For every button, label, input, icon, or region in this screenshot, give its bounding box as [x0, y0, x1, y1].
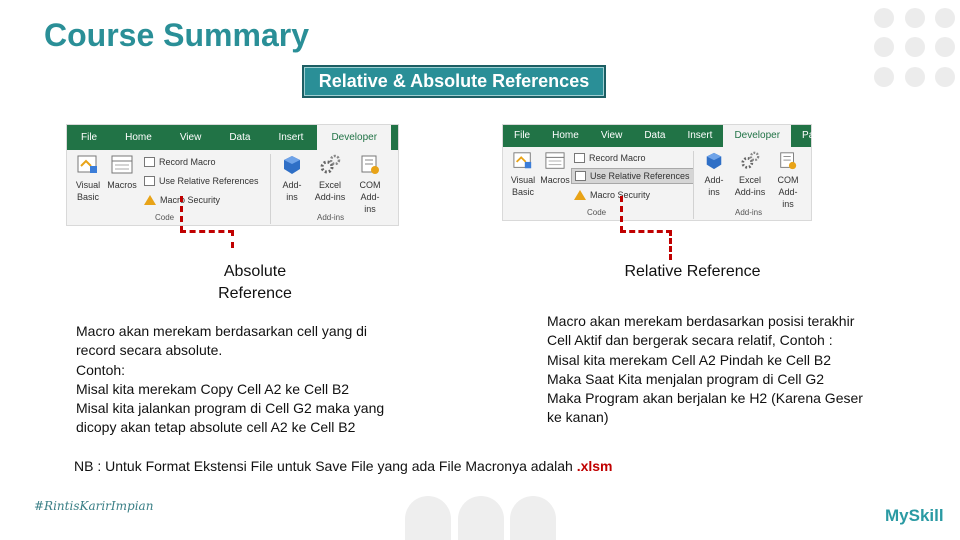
absolute-description: [76, 322, 384, 438]
tab-file[interactable]: File: [81, 132, 98, 143]
decor-dot: [905, 67, 925, 87]
record-macro-label: Record Macro: [589, 153, 646, 163]
macros-icon: [110, 154, 134, 176]
description-line: Misal kita merekam Copy Cell A2 ke Cell B2: [76, 380, 350, 397]
brand-logo: MySkill: [885, 506, 944, 525]
caption-line: Reference: [218, 285, 292, 302]
relative-references-icon: [575, 171, 586, 181]
macros-button[interactable]: [539, 151, 571, 186]
decorative-arches: [405, 496, 557, 540]
note-line: [74, 458, 613, 474]
excel-addins-label: Excel Add-ins: [314, 180, 346, 202]
decor-dot: [874, 37, 894, 57]
page-title: Course Summary: [44, 17, 309, 53]
excel-addins-button[interactable]: [311, 154, 349, 203]
use-relative-label: Use Relative References: [159, 176, 259, 186]
description-line: Macro akan merekam berdasarkan cell yang di: [76, 323, 368, 339]
visual-basic-label: Visual Basic: [75, 180, 101, 202]
excel-addins-button[interactable]: [731, 151, 769, 198]
addins-group-label: Add-ins: [317, 213, 345, 222]
relative-references-icon: [144, 176, 155, 186]
macros-icon: [544, 151, 566, 171]
use-relative-references-button[interactable]: [571, 168, 694, 184]
macros-label: Macros: [540, 175, 570, 185]
macros-button[interactable]: [105, 154, 139, 191]
macro-security-label: Macro Security: [590, 190, 651, 200]
visual-basic-button[interactable]: [71, 154, 105, 203]
ribbon-body: [503, 147, 811, 224]
visual-basic-icon: [512, 151, 534, 171]
ribbon-body: [67, 150, 398, 227]
description-line: ke kanan): [547, 409, 609, 426]
visual-basic-label: Visual Basic: [510, 175, 536, 197]
decor-dot: [905, 37, 925, 57]
decor-arch: [405, 496, 451, 540]
macros-label: Macros: [107, 180, 137, 190]
record-macro-label: Record Macro: [159, 157, 216, 167]
tab-home[interactable]: Home: [125, 132, 152, 143]
com-addins-button[interactable]: [351, 154, 389, 215]
description-line: Maka Program akan berjalan ke H2 (Karena Geser: [547, 390, 863, 407]
tab-page-layout[interactable]: Page La: [405, 132, 443, 143]
gear-icon: [740, 151, 760, 171]
relative-reference-caption: Relative Reference: [624, 263, 761, 280]
caption-line: Absolute: [223, 263, 287, 280]
note-text: NB : Untuk Format Ekstensi File untuk Save File yang ada File Macronya adalah: [74, 458, 577, 474]
pointer-line: [180, 230, 234, 233]
pointer-line: [620, 230, 672, 233]
addins-button[interactable]: [277, 154, 307, 203]
description-line: Contoh:: [76, 361, 126, 378]
description-line: dicopy akan tetap absolute cell A2 ke Cell B2: [76, 419, 356, 436]
visual-basic-icon: [76, 154, 100, 176]
com-addins-button[interactable]: [769, 151, 807, 210]
tab-file[interactable]: File: [514, 130, 531, 141]
decor-dot: [935, 37, 955, 57]
code-group-label: Code: [587, 208, 607, 217]
record-macro-button[interactable]: [141, 154, 219, 170]
note-extension: .xlsm: [576, 458, 613, 474]
description-line: record secara absolute.: [76, 342, 223, 359]
tab-developer[interactable]: Developer: [723, 125, 791, 147]
tab-data[interactable]: Data: [229, 132, 251, 143]
record-macro-icon: [574, 153, 585, 163]
tab-insert[interactable]: Insert: [278, 132, 304, 143]
decor-dot: [905, 8, 925, 28]
description-line: Misal kita jalankan program di Cell G2 maka yang: [76, 400, 385, 417]
gear-icon: [319, 154, 341, 176]
decor-arch: [458, 496, 504, 540]
warning-icon: [144, 195, 156, 205]
pointer-line: [669, 230, 672, 260]
tab-view[interactable]: View: [600, 130, 623, 141]
pointer-line: [231, 230, 234, 248]
description-line: Misal kita merekam Cell A2 Pindah ke Cell B2: [547, 351, 832, 368]
com-addins-label: COM Add-ins: [359, 180, 381, 214]
tab-developer[interactable]: Developer: [317, 125, 391, 150]
ribbon-tabs: [67, 125, 443, 150]
description-line: Macro akan merekam berdasarkan posisi terakhir: [547, 313, 855, 329]
code-group-label: Code: [155, 213, 175, 222]
tab-view[interactable]: View: [179, 132, 202, 143]
warning-icon: [574, 190, 586, 200]
decor-dot: [935, 8, 955, 28]
record-macro-button[interactable]: [571, 150, 649, 166]
absolute-reference-caption: [195, 261, 315, 305]
description-line: Cell Aktif dan bergerak secara relatif, Contoh :: [547, 332, 833, 349]
com-addins-icon: [359, 154, 381, 176]
relative-description: [547, 312, 863, 428]
addins-icon: [281, 154, 303, 176]
pointer-line: [180, 196, 183, 232]
addins-label: Add-ins: [282, 180, 302, 202]
group-separator: [270, 154, 271, 224]
tab-insert[interactable]: Insert: [687, 130, 713, 141]
com-addins-icon: [778, 151, 798, 171]
ribbon-screenshot-absolute: [66, 124, 443, 226]
decorative-dots: [872, 6, 958, 88]
addins-group-label: Add-ins: [735, 208, 763, 217]
com-addins-label: COM Add-ins: [777, 175, 799, 209]
hashtag-tagline: #RintisKarirImpian: [34, 499, 154, 513]
tab-page-layout[interactable]: Page La: [802, 130, 840, 141]
group-separator: [693, 151, 694, 219]
excel-addins-label: Excel Add-ins: [734, 175, 766, 197]
record-macro-icon: [144, 157, 155, 167]
decor-dot: [935, 67, 955, 87]
addins-icon: [704, 151, 724, 171]
ribbon-tabs: [503, 125, 840, 147]
visual-basic-button[interactable]: [507, 151, 539, 198]
addins-label: Add-ins: [704, 175, 724, 197]
decor-dot: [874, 8, 894, 28]
addins-button[interactable]: [699, 151, 729, 198]
pointer-line: [620, 196, 623, 232]
use-relative-references-button[interactable]: [141, 173, 262, 189]
macro-security-button[interactable]: [571, 187, 653, 203]
description-line: Maka Saat Kita menjalan program di Cell G2: [547, 370, 825, 387]
decor-dot: [874, 67, 894, 87]
macro-security-label: Macro Security: [160, 195, 221, 205]
tab-data[interactable]: Data: [644, 130, 666, 141]
decor-arch: [510, 496, 556, 540]
ribbon-screenshot-relative: [502, 124, 840, 221]
use-relative-label: Use Relative References: [590, 171, 690, 181]
tab-home[interactable]: Home: [552, 130, 579, 141]
subtitle-banner: Relative & Absolute References: [302, 65, 606, 98]
